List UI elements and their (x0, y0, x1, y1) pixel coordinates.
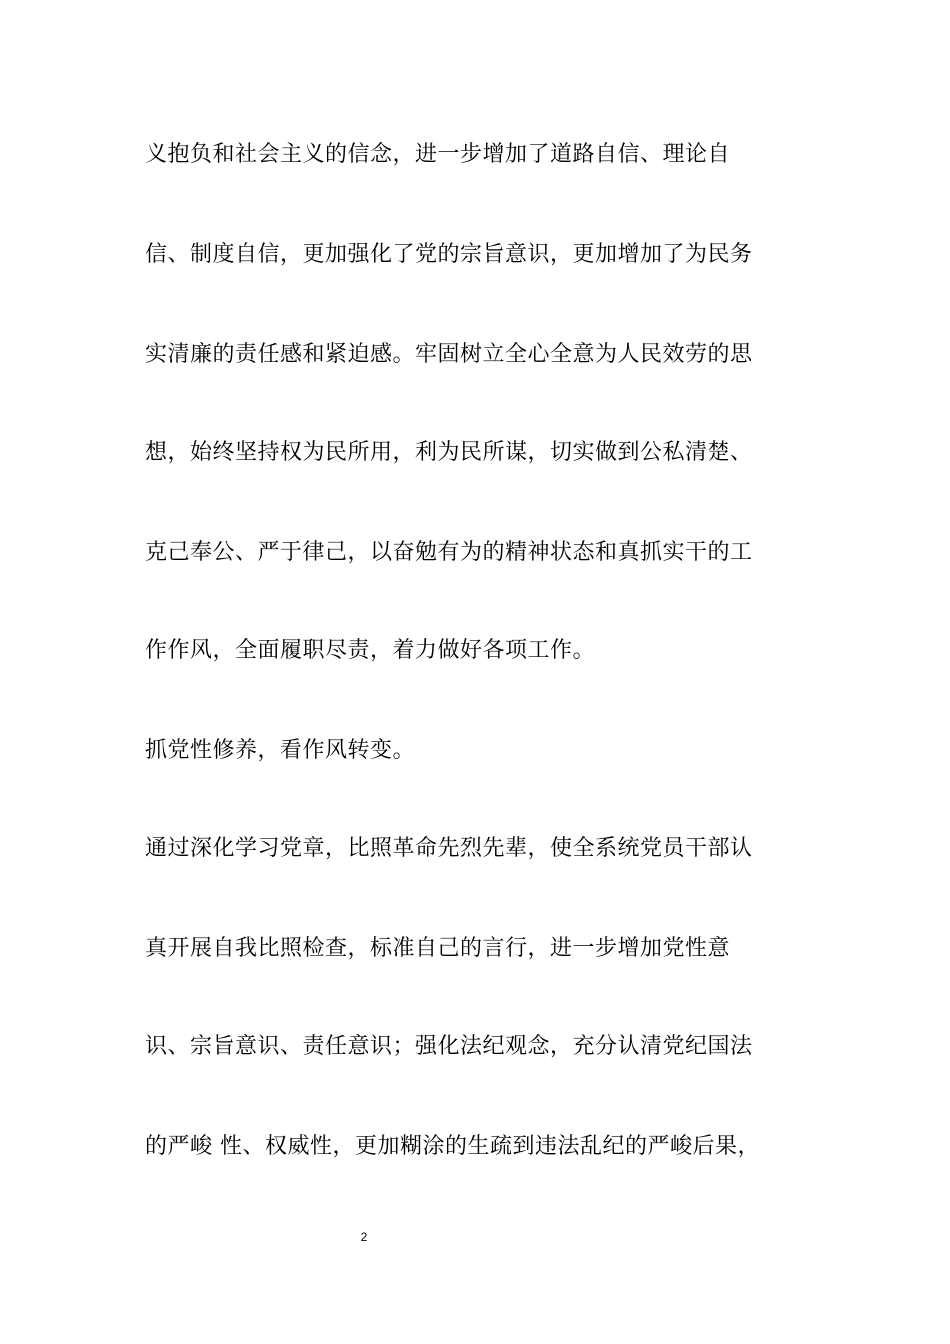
text-line: 识、宗旨意识、责任意识；强化法纪观念，充分认清党纪国法 (145, 1034, 753, 1059)
text-line: 克己奉公、严于律己，以奋勉有为的精神状态和真抓实干的工 (145, 540, 753, 565)
text-line: 义抱负和社会主义的信念，进一步增加了道路自信、理论自 (145, 142, 731, 167)
text-line: 实清廉的责任感和紧迫感。牢固树立全心全意为人民效劳的思 (145, 342, 753, 367)
text-line: 通过深化学习党章，比照革命先烈先辈，使全系统党员干部认 (145, 836, 753, 861)
text-line: 的严峻 性、权威性，更加糊涂的生疏到违法乱纪的严峻后果， (145, 1134, 760, 1159)
text-line: 想，始终坚持权为民所用，利为民所谋，切实做到公私清楚、 (145, 440, 753, 465)
page-number: 2 (360, 1230, 368, 1244)
text-line: 真开展自我比照检查，标准自己的言行，进一步增加党性意 (145, 936, 731, 961)
section-heading: 抓党性修养，看作风转变。 (145, 738, 416, 763)
text-line: 作作风，全面履职尽责，着力做好各项工作。 (145, 638, 596, 663)
text-line: 信、制度自信，更加强化了党的宗旨意识，更加增加了为民务 (145, 242, 753, 267)
